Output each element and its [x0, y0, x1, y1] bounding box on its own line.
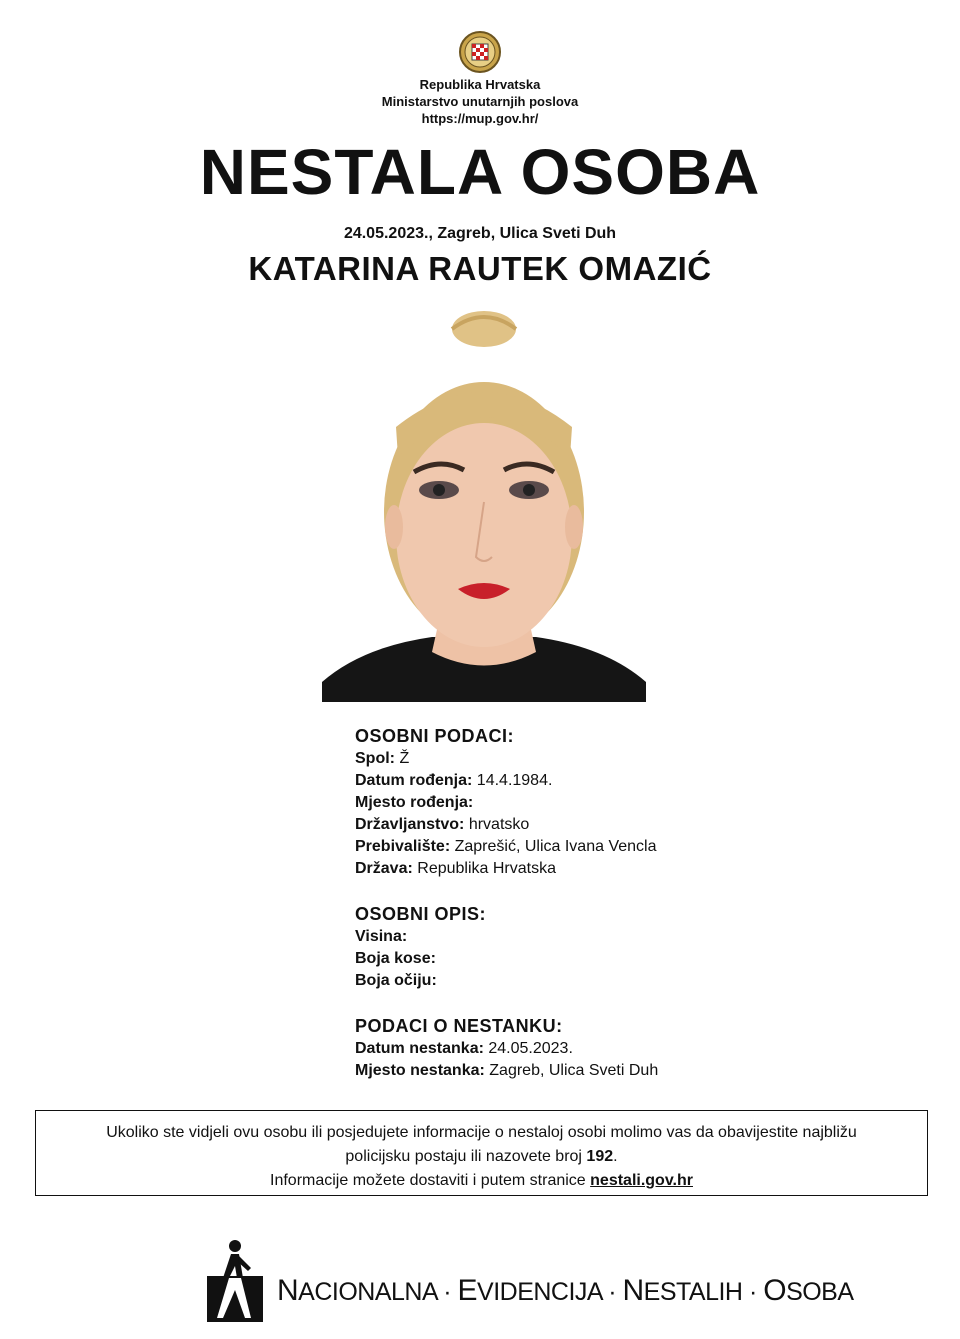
field-height: Visina: [355, 928, 408, 945]
field-hair-color: Boja kose: [355, 950, 436, 967]
ministry-name: Ministarstvo unutarnjih poslova [381, 94, 579, 109]
field-eye-color: Boja očiju: [355, 972, 437, 989]
field-country: Država: Republika Hrvatska [355, 860, 556, 877]
notice-line-3: Informacije možete dostaviti i putem stranice nestali.gov.hr [270, 1172, 693, 1189]
field-birth-place: Mjesto rođenja: [355, 794, 474, 811]
notice-line-1: Ukoliko ste vidjeli ovu osobu ili posjedujete informacije o nestaloj osobi molimo vas da obavijestite najbližu [106, 1124, 857, 1141]
footer-brand-text: NACIONALNA · EVIDENCIJA · NESTALIH · OSOBA [277, 1274, 854, 1307]
field-birth-date: Datum rođenja: 14.4.1984. [355, 772, 553, 789]
disappearance-heading: PODACI O NESTANKU: [355, 1016, 563, 1036]
personal-data-heading: OSOBNI PODACI: [355, 726, 515, 746]
header [0, 30, 960, 127]
field-residence: Prebivalište: Zaprešić, Ulica Ivana Vencla [355, 838, 657, 855]
description-heading: OSOBNI OPIS: [355, 904, 487, 924]
ministry-crest-icon [458, 30, 502, 74]
footer [205, 1238, 854, 1328]
notice-line-2: policijsku postaju ili nazovete broj 192. [345, 1148, 618, 1165]
ministry-website[interactable]: https://mup.gov.hr/ [421, 111, 539, 126]
field-citizenship: Državljanstvo: hrvatsko [355, 816, 530, 833]
person-photo [322, 307, 646, 702]
notice-box [35, 1110, 928, 1196]
field-disappearance-place: Mjesto nestanka: Zagreb, Ulica Sveti Duh [355, 1062, 659, 1079]
walking-person-logo-icon [205, 1238, 265, 1324]
field-sex: Spol: Ž [355, 750, 410, 767]
field-disappearance-date: Datum nestanka: 24.05.2023. [355, 1040, 573, 1057]
details-section [355, 724, 875, 1082]
phone-number: 192 [586, 1148, 614, 1165]
event-date-location: 24.05.2023., Zagreb, Ulica Sveti Duh [343, 225, 617, 242]
person-name: KATARINA RAUTEK OMAZIĆ [248, 250, 712, 287]
nestali-link[interactable]: nestali.gov.hr [590, 1172, 693, 1189]
page-title: NESTALA OSOBA [199, 136, 761, 208]
institution-name: Republika Hrvatska [419, 77, 541, 92]
